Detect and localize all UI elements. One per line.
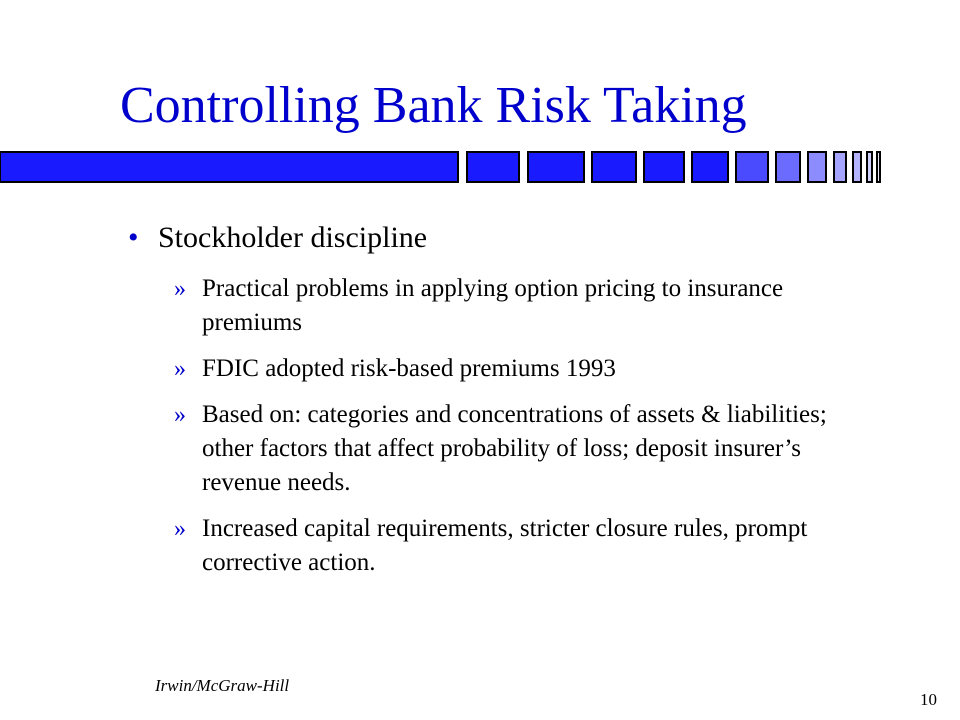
publisher-footer: Irwin/McGraw-Hill xyxy=(155,676,290,695)
bar-segment xyxy=(834,152,846,182)
bar-segment xyxy=(692,152,728,182)
sub-bullet-item xyxy=(174,512,874,580)
sub-bullet-text: Increased capital requirements, stricter closure rules, prompt corrective action. xyxy=(202,515,808,576)
sub-bullet-marker: » xyxy=(174,276,186,302)
page-number: 10 xyxy=(920,690,937,709)
bar-segment xyxy=(808,152,826,182)
sub-bullet-marker: » xyxy=(174,356,186,382)
main-bullet xyxy=(128,220,427,256)
bar-segment xyxy=(592,152,636,182)
bar-segment xyxy=(0,152,458,182)
slide-title: Controlling Bank Risk Taking xyxy=(120,77,747,134)
sub-bullet-item xyxy=(174,272,874,340)
sub-bullet-item xyxy=(174,352,874,386)
sub-bullet-text: Practical problems in applying option pricing to insurance premiums xyxy=(202,275,784,336)
bar-segment xyxy=(736,152,768,182)
bar-segment xyxy=(853,152,861,182)
bar-segment xyxy=(867,152,872,182)
bar-segment xyxy=(644,152,684,182)
bar-segment xyxy=(877,152,880,182)
sub-bullet-item xyxy=(174,398,874,500)
sub-bullet-marker: » xyxy=(174,402,186,428)
bullet-text: Stockholder discipline xyxy=(158,221,428,254)
decorative-bar-strip xyxy=(0,150,960,184)
bar-segment xyxy=(528,152,584,182)
bar-segment xyxy=(467,152,519,182)
sub-bullet-text: FDIC adopted risk-based premiums 1993 xyxy=(202,355,616,382)
sub-bullet-list xyxy=(174,272,874,592)
sub-bullet-marker: » xyxy=(174,516,186,542)
bullet-marker: • xyxy=(128,221,139,254)
sub-bullet-text: Based on: categories and concentrations of assets & liabilities; other factors that affect probability of loss; deposit insurer’s revenue needs. xyxy=(202,401,827,496)
bar-segment xyxy=(776,152,800,182)
